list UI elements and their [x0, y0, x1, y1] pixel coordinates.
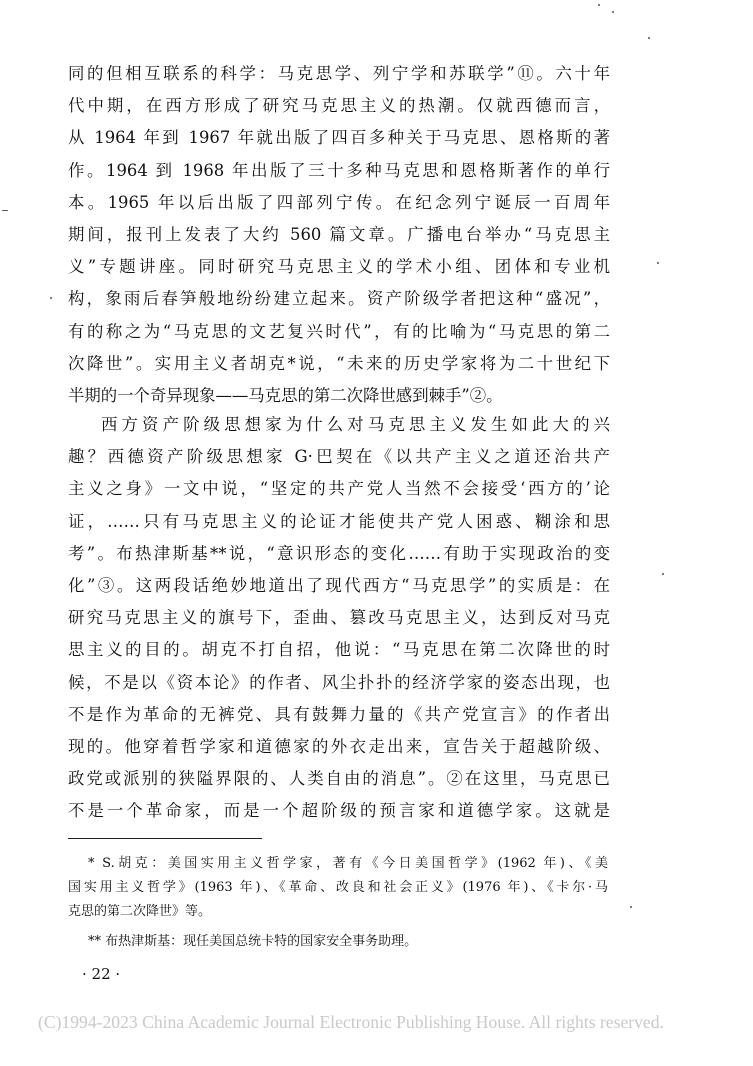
page-number: · 22 · — [82, 965, 121, 983]
scan-speck — [598, 4, 600, 6]
text-line: 半期的一个奇异现象——马克思的第二次降世感到棘手”②。 — [68, 385, 503, 405]
footnote-divider — [68, 838, 262, 839]
copyright-watermark: (C)1994-2023 China Academic Journal Electronic Publishing House. All rights reserved. — [38, 1012, 664, 1032]
text-line: 考”。布热津斯基**说，“意识形态的变化……有助于实现政治的变 — [68, 543, 610, 563]
scan-speck — [612, 11, 614, 13]
scan-speck — [648, 37, 650, 39]
text-line: 本。1965 年以后出版了四部列宁传。在纪念列宁诞辰一百周年 — [68, 192, 610, 212]
text-line: 候，不是以《资本论》的作者、风尘扑扑的经济学家的姿态出现，也 — [68, 672, 610, 692]
text-line: 趣？西德资产阶级思想家 G·巴契在《以共产主义之道还治共产 — [68, 447, 610, 467]
text-line: 不是作为革命的无裤党、具有鼓舞力量的《共产党宣言》的作者出 — [68, 704, 610, 724]
paragraph-2 — [68, 409, 610, 827]
footnote-2: ** 布热津斯基：现任美国总统卡特的国家安全事务助理。 — [88, 934, 418, 949]
text-line: 作。1964 到 1968 年出版了三十多种马克思和恩格斯著作的单行 — [68, 160, 610, 180]
scan-speck — [2, 210, 8, 211]
footnote-1-line: * S.胡克：美国实用主义哲学家，著有《今日美国哲学》(1962 年)、《美 — [88, 856, 608, 871]
text-line: 研究马克思主义的旗号下，歪曲、篡改马克思主义，达到反对马克 — [68, 608, 610, 628]
text-line: 同的但相互联系的科学：马克思学、列宁学和苏联学”⑪。六十年 — [68, 64, 610, 83]
scan-speck — [50, 297, 52, 299]
text-line: 思主义的目的。胡克不打自招，他说：“马克思在第二次降世的时 — [68, 640, 610, 660]
text-line: 从 1964 年到 1967 年就出版了四百多种关于马克思、恩格斯的著 — [68, 128, 610, 148]
text-line: 次降世”。实用主义者胡克*说，“未来的历史学家将为二十世纪下 — [68, 353, 610, 373]
text-line: 主义之身》一文中说，“坚定的共产党人当然不会接受‘西方的’论 — [68, 479, 610, 499]
text-line: 构，象雨后春笋般地纷纷建立起来。资产阶级学者把这种“盛况”， — [68, 289, 610, 309]
scan-speck — [662, 573, 664, 575]
scan-speck — [630, 906, 632, 908]
text-line: 化”③。这两段话绝妙地道出了现代西方“马克思学”的实质是：在 — [68, 575, 610, 595]
text-line: 有的称之为“马克思的文艺复兴时代”，有的比喻为“马克思的第二 — [68, 321, 610, 341]
text-line: 西方资产阶级思想家为什么对马克思主义发生如此大的兴 — [101, 415, 610, 434]
text-line: 义”专题讲座。同时研究马克思主义的学术小组、团体和专业机 — [68, 257, 610, 277]
scan-speck — [657, 262, 659, 264]
footnote-1-line: 国实用主义哲学》(1963 年)、《革命、改良和社会正义》(1976 年)、《卡尔·马 — [68, 880, 608, 895]
footnotes — [68, 852, 608, 954]
text-line: 代中期，在西方形成了研究马克思主义的热潮。仅就西德而言， — [68, 96, 610, 116]
text-line: 现的。他穿着哲学家和道德家的外衣走出来，宣告关于超越阶级、 — [68, 736, 610, 756]
footnote-1-line: 克思的第二次降世》等。 — [68, 904, 212, 919]
paragraph-1 — [68, 58, 610, 412]
text-line: 期间，报刊上发表了大约 560 篇文章。广播电台举办“马克思主 — [68, 224, 610, 244]
text-line: 证，……只有马克思主义的论证才能使共产党人困惑、糊涂和思 — [68, 511, 610, 531]
text-line: 政党或派别的狭隘界限的、人类自由的消息”。②在这里，马克思已 — [68, 769, 610, 789]
text-line: 不是一个革命家，而是一个超阶级的预言家和道德学家。这就是 — [68, 801, 610, 821]
